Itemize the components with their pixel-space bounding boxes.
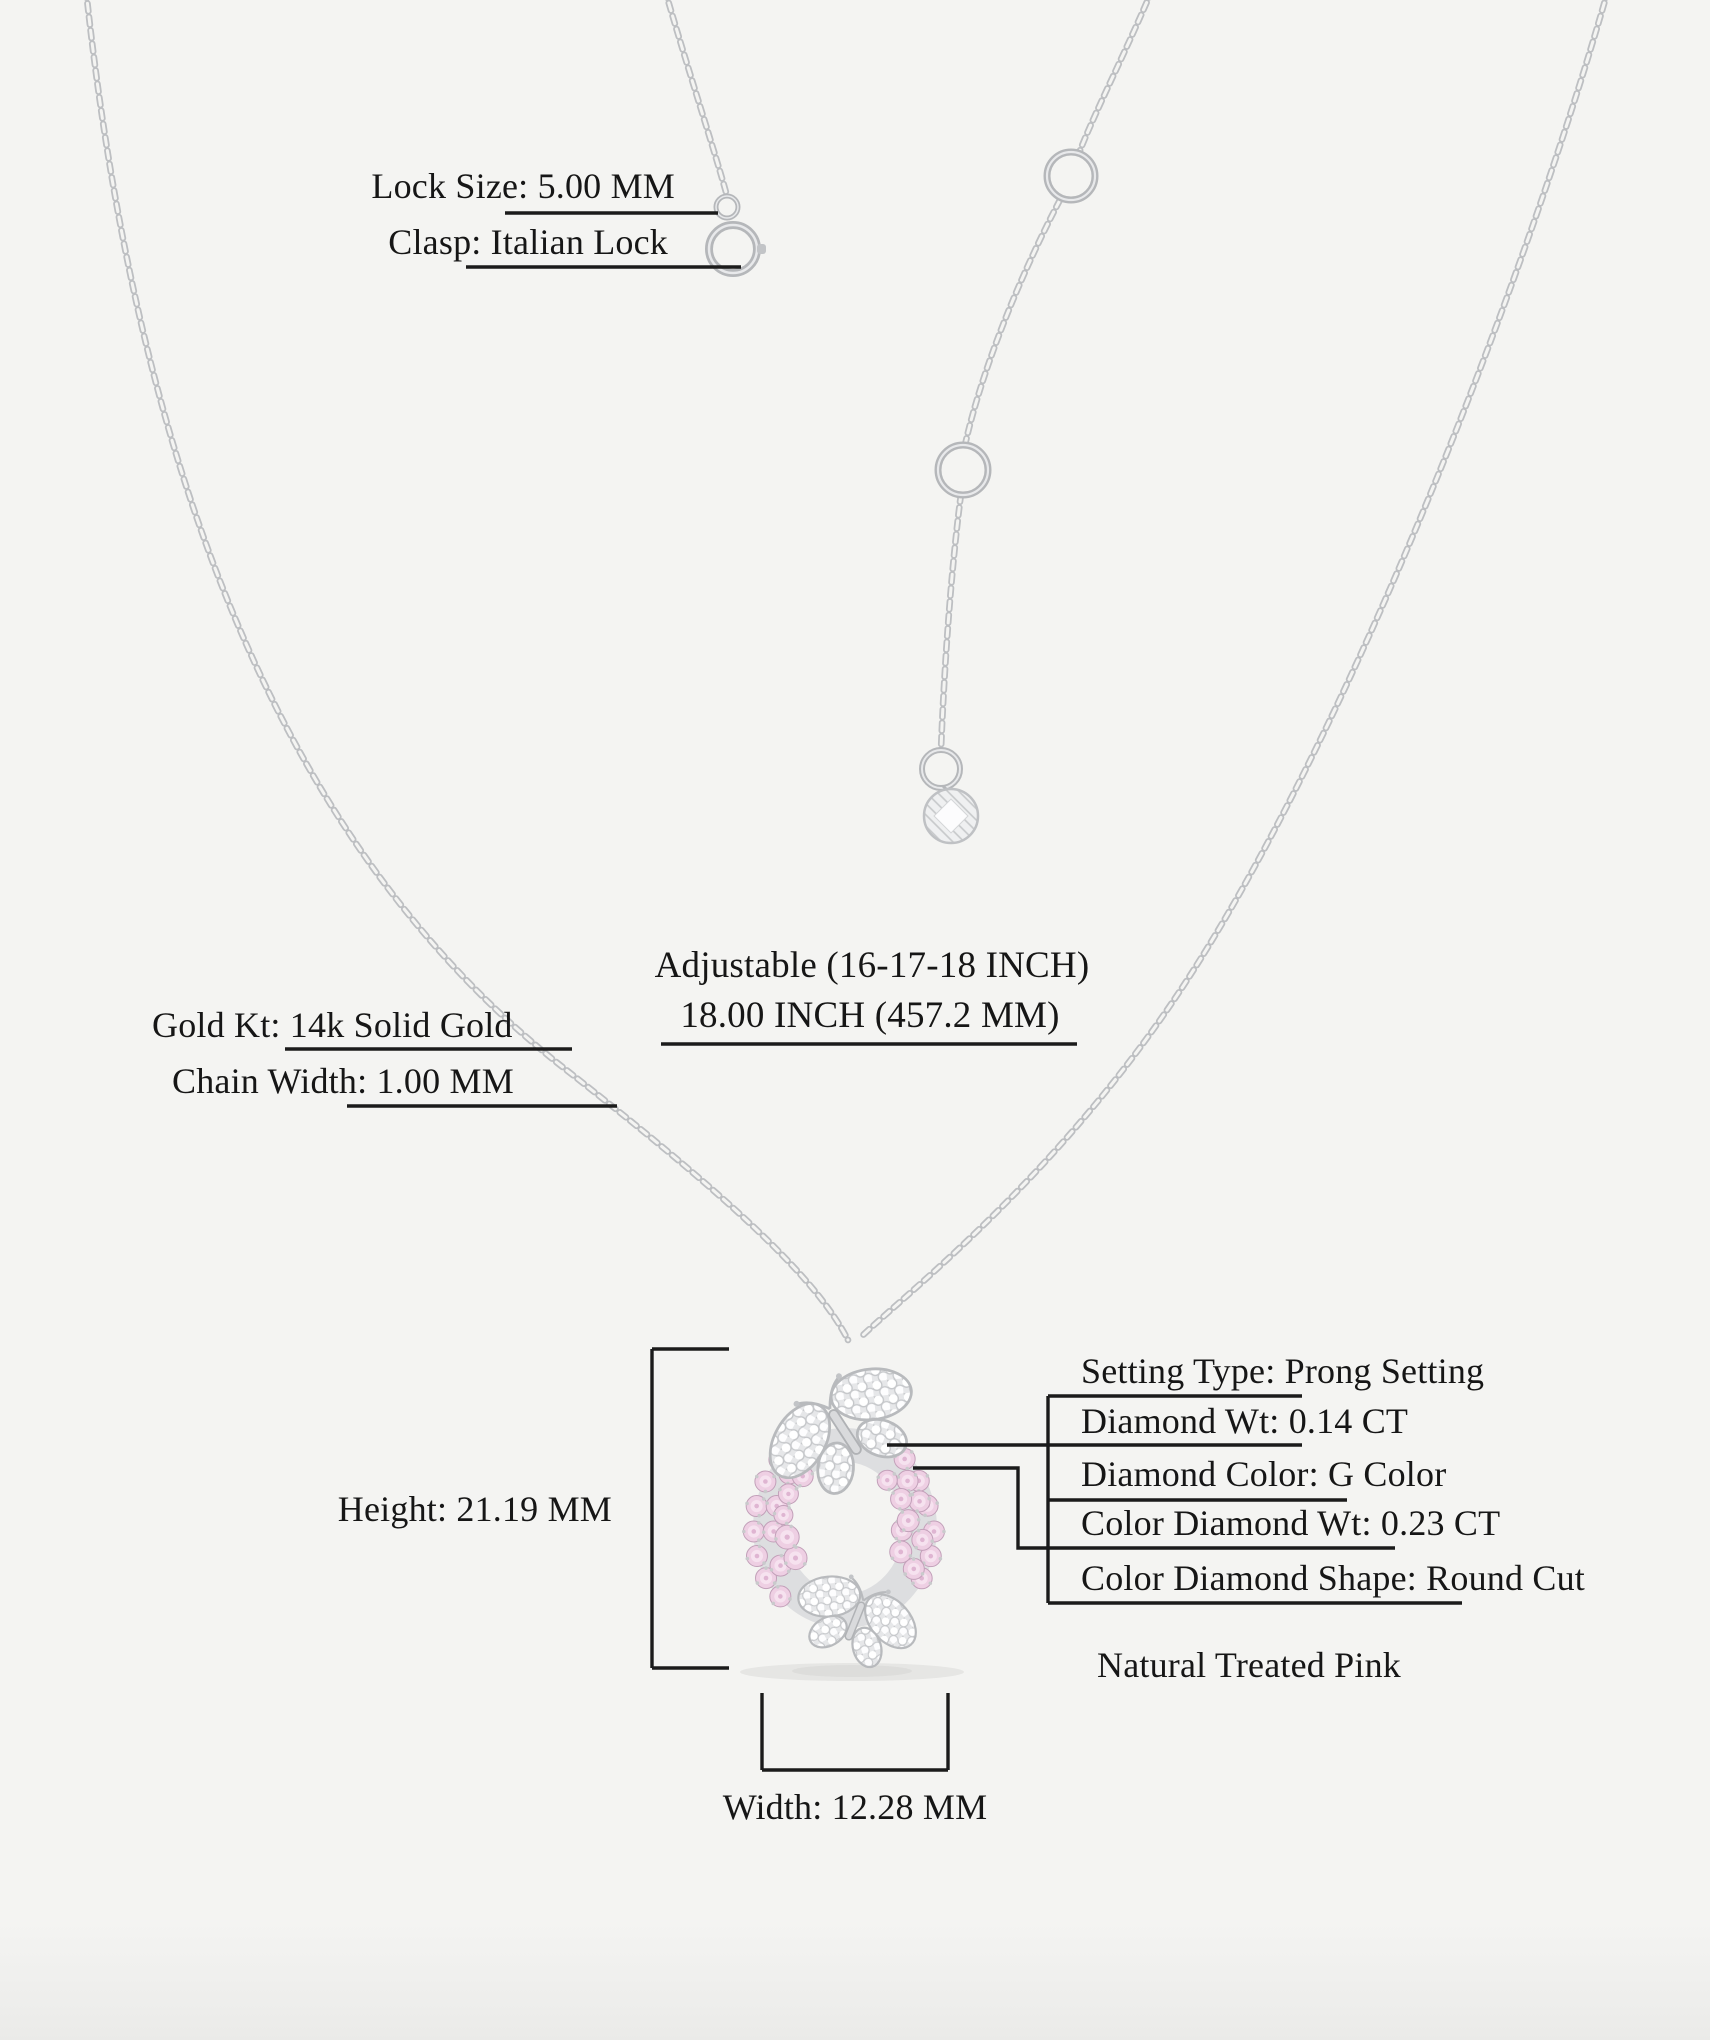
diamond-color-label: Diamond Color: G Color — [1081, 1454, 1447, 1494]
diamond-wt-label: Diamond Wt: 0.14 CT — [1081, 1401, 1409, 1441]
color-diamond-shape-label: Color Diamond Shape: Round Cut — [1081, 1558, 1585, 1598]
pink-diamond-stone — [745, 1496, 767, 1518]
necklace-chain — [86, 0, 1608, 1340]
pendant — [738, 1334, 964, 1688]
adjustment-ring-icon-2 — [938, 445, 988, 495]
lock-size-label: Lock Size: 5.00 MM — [371, 166, 675, 206]
clasp-label: Clasp: Italian Lock — [388, 222, 668, 262]
brand-logo-disc-icon — [924, 786, 978, 843]
clasp-icon — [709, 196, 766, 273]
adjustment-ring-icon-3 — [922, 750, 960, 788]
diamond-origin-label: Natural Treated Pink — [1097, 1645, 1401, 1685]
chain-width-label: Chain Width: 1.00 MM — [172, 1061, 514, 1101]
setting-type-label: Setting Type: Prong Setting — [1081, 1351, 1485, 1391]
adjustment-ring-icon-1 — [1047, 152, 1095, 200]
color-diamond-wt-label: Color Diamond Wt: 0.23 CT — [1081, 1503, 1501, 1543]
pendant-width-label: Width: 12.28 MM — [722, 1787, 988, 1827]
pink-diamond-stone — [746, 1545, 768, 1567]
chain-strand-right — [862, 0, 1608, 1336]
gold-kt-label: Gold Kt: 14k Solid Gold — [152, 1005, 513, 1045]
adjustable-length-label: 18.00 INCH (457.2 MM) — [680, 995, 1060, 1036]
pendant-height-label: Height: 21.19 MM — [337, 1489, 612, 1529]
height-bracket — [652, 1349, 729, 1668]
pink-diamond-stone — [742, 1521, 764, 1542]
chain-strand-extender — [941, 0, 1152, 750]
surface-shadow — [0, 1920, 1710, 2040]
adjustable-range-label: Adjustable (16-17-18 INCH) — [654, 945, 1090, 986]
width-bracket — [762, 1693, 948, 1770]
pendant-shadow-core — [792, 1665, 912, 1677]
